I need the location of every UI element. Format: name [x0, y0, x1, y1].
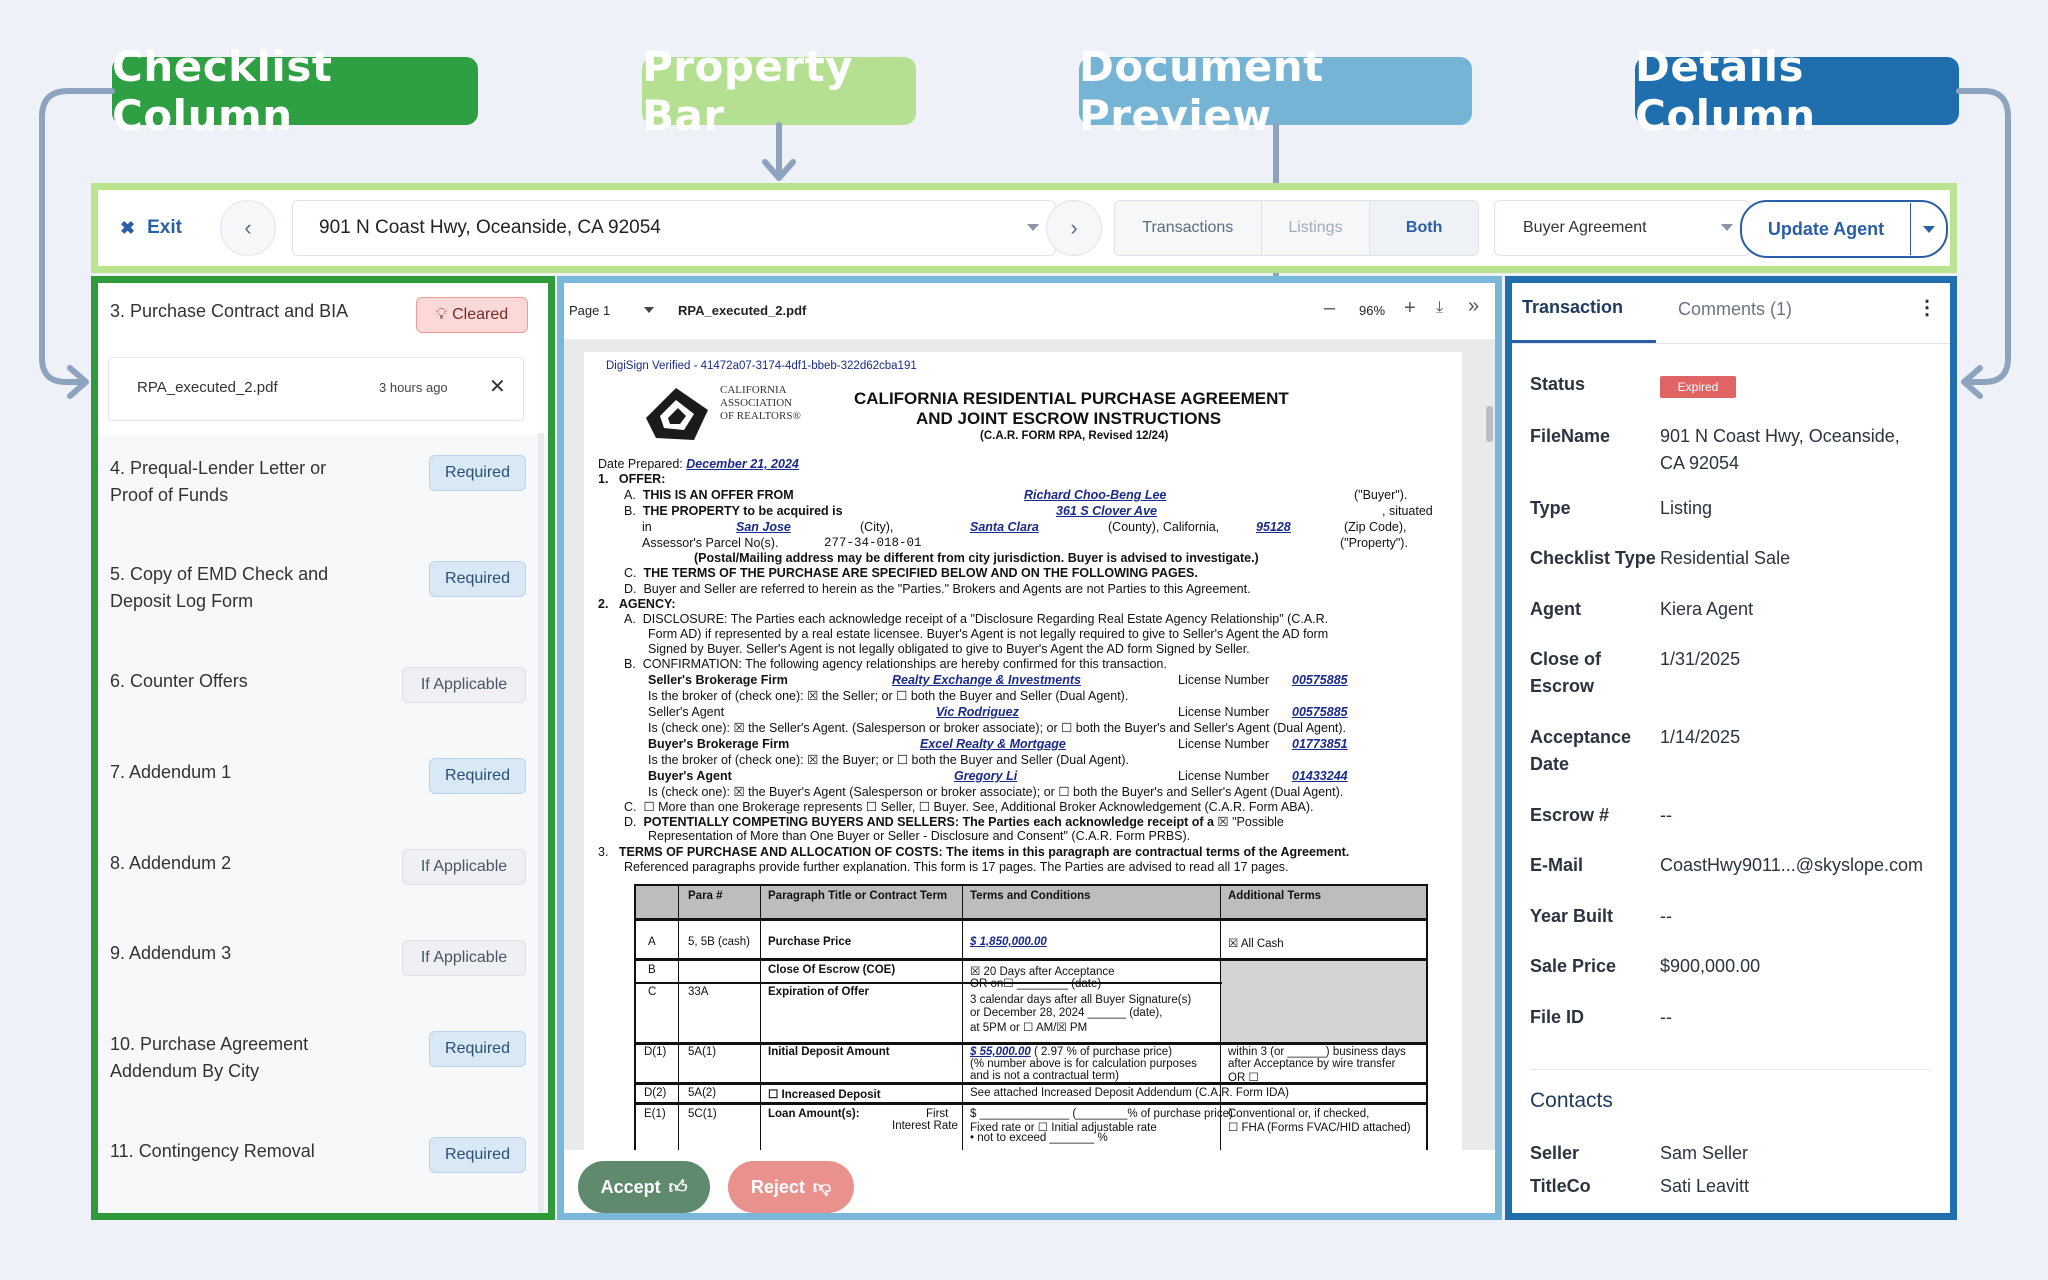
pdf-text: 3. TERMS OF PURCHASE AND ALLOCATION OF COSTS: The items in this paragraph are contractual terms of the Agreement. [598, 845, 1350, 859]
status-badge-label: Cleared [452, 306, 509, 323]
accept-button[interactable] [578, 1161, 710, 1213]
more-options-icon[interactable]: ⋮ [1917, 297, 1937, 319]
pdf-text: License Number [1178, 673, 1270, 687]
pdf-title-1: CALIFORNIA RESIDENTIAL PURCHASE AGREEMENT [854, 389, 1289, 408]
detail-value: 901 N Coast Hwy, Oceanside, CA 92054 [1660, 426, 1900, 473]
status-badge: If Applicable [402, 849, 526, 885]
status-badge: Required [429, 455, 526, 491]
detail-label: Checklist Type [1530, 548, 1656, 568]
checklist-item-title: 5. Copy of EMD Check and Deposit Log Form [110, 564, 329, 611]
zoom-out-icon[interactable]: – [1324, 297, 1336, 319]
pdf-text: Is the broker of (check one): ☒ the Buyer; or ☐ both the Buyer and Seller (Dual Agent). [648, 753, 1130, 767]
expand-icon[interactable]: » [1468, 295, 1480, 317]
agreement-select-value: Buyer Agreement [1523, 219, 1647, 236]
pdf-text: 277-34-018-01 [824, 536, 922, 550]
transaction-type-toggle [1114, 200, 1479, 256]
checklist-column-callout: Checklist Column [112, 57, 478, 125]
pdf-text: 1. OFFER: [598, 472, 666, 486]
table-cell: and is not a contractual term) [970, 1070, 1119, 1082]
status-badge: Expired [1660, 376, 1736, 398]
segment-both[interactable]: Both [1370, 201, 1478, 255]
pdf-text: 2. AGENCY: [598, 597, 676, 611]
contact-value: Sam Seller [1660, 1143, 1749, 1163]
pdf-text: A. DISCLOSURE: The Parties each acknowledge receipt of a "Disclosure Regarding Real Estate Agency Relationship" (C.A.R. [624, 612, 1329, 626]
property-bar-callout: Property Bar [642, 57, 916, 125]
exit-label: Exit [147, 217, 182, 238]
zoom-in-icon[interactable]: + [1404, 297, 1416, 319]
pdf-text: (Zip Code), [1344, 520, 1407, 534]
table-cell: $ 1,850,000.00 [970, 936, 1047, 948]
pdf-title-3: (C.A.R. FORM RPA, Revised 12/24) [980, 430, 1169, 442]
detail-label: Escrow # [1530, 805, 1610, 825]
pdf-text: (City), [860, 520, 894, 534]
remove-file-icon[interactable]: ✕ [489, 376, 506, 398]
chevron-down-icon [1027, 224, 1039, 231]
pdf-text: Excel Realty & Mortgage [920, 737, 1066, 751]
table-cell: E(1) [644, 1108, 666, 1120]
table-cell: D(2) [644, 1087, 667, 1099]
table-cell: OR on☐ ________ (date) [970, 978, 1102, 990]
property-address: 901 N Coast Hwy, Oceanside, CA 92054 [319, 217, 661, 238]
table-cell: 5, 5B (cash) [688, 936, 750, 948]
table-cell: See attached Increased Deposit Addendum (C.A.R. Form IDA) [970, 1087, 1289, 1099]
pdf-text: in [642, 520, 652, 534]
detail-label: Agent [1530, 599, 1581, 619]
segment-listings[interactable]: Listings [1262, 201, 1371, 255]
checklist-item-title: 9. Addendum 3 [110, 943, 232, 963]
detail-value: -- [1660, 1007, 1672, 1027]
pdf-text: Date Prepared: December 21, 2024 [598, 457, 799, 471]
pdf-text: D. POTENTIALLY COMPETING BUYERS AND SELLERS: The Parties each acknowledge receipt of a ☒ "Possible [624, 815, 1284, 829]
status-badge [416, 297, 528, 333]
accept-label: Accept [600, 1176, 661, 1197]
table-header [636, 886, 1426, 921]
status-badge: Required [429, 561, 526, 597]
divider [1910, 203, 1911, 255]
pdf-text: Santa Clara [970, 520, 1039, 534]
table-header-cell: Terms and Conditions [970, 890, 1091, 902]
zoom-level: 96% [1359, 303, 1386, 318]
pdf-text: Referenced paragraphs provide further explanation. This form is 17 pages. The Parties are advised to read all 17 pages. [624, 860, 1289, 874]
status-badge: Required [429, 1031, 526, 1067]
pdf-text: Form AD) if represented by a real estate licensee. Buyer's Agent is not legally required to give to Seller's Agent the AD form [648, 627, 1329, 641]
pdf-text: Gregory Li [954, 769, 1018, 783]
status-badge: Required [429, 1137, 526, 1173]
chevron-left-icon: ‹ [244, 215, 252, 240]
table-cell: ☐ FHA (Forms FVAC/HID attached) [1228, 1122, 1411, 1134]
pdf-text: C. ☐ More than one Brokerage represents ☐ Seller, ☐ Buyer. See, Additional Broker Acknowledgement (C.A.R. Form ABA). [624, 800, 1314, 814]
detail-value: $900,000.00 [1660, 956, 1761, 976]
car-logo-icon [636, 380, 716, 448]
pdf-text: 01773851 [1292, 737, 1348, 751]
thumbs-down-icon: 👎︎ [812, 1177, 832, 1197]
table-header-cell: Additional Terms [1228, 890, 1322, 902]
pdf-text: Assessor's Parcel No(s). [642, 536, 779, 550]
checklist-item-title: 7. Addendum 1 [110, 762, 232, 782]
pdf-text: Realty Exchange & Investments [892, 673, 1081, 687]
status-badge: If Applicable [402, 667, 526, 703]
pdf-text: Is (check one): ☒ the Seller's Agent. (Salesperson or broker associate); or ☐ both the Buyer's and Seller's Agent (Dual Agent). [648, 721, 1347, 735]
table-cell: A [648, 936, 656, 948]
checklist-item-title: 8. Addendum 2 [110, 853, 232, 873]
detail-value: Listing [1660, 498, 1713, 518]
exit-button[interactable] [120, 212, 182, 244]
lightbulb-icon: 💡︎ [435, 306, 448, 323]
details-column [1512, 283, 1950, 1213]
pdf-text: ("Buyer"). [1354, 488, 1408, 502]
pdf-text: Representation of More than One Buyer or Seller - Disclosure and Consent" (C.A.R. Form PRBS). [648, 829, 1191, 843]
contact-label: TitleCo [1530, 1176, 1591, 1196]
pdf-text: D. Buyer and Seller are referred to herein as the "Parties." Brokers and Agents are not Parties to this Agreement. [624, 582, 1251, 596]
detail-label: File ID [1530, 1007, 1585, 1027]
scrollbar[interactable] [1486, 406, 1493, 442]
pdf-text: C. THE TERMS OF THE PURCHASE ARE SPECIFIED BELOW AND ON THE FOLLOWING PAGES. [624, 566, 1198, 580]
table-cell: ☒ All Cash [1228, 938, 1284, 950]
file-name: RPA_executed_2.pdf [137, 379, 278, 396]
pdf-text: 00575885 [1292, 705, 1348, 719]
detail-label: Sale Price [1530, 956, 1617, 976]
status-badge: Required [429, 758, 526, 794]
table-cell: Loan Amount(s): [768, 1108, 860, 1120]
table-cell: First [926, 1108, 949, 1120]
checklist-item-title: 3. Purchase Contract and BIA [110, 301, 349, 321]
pdf-title-2: AND JOINT ESCROW INSTRUCTIONS [916, 409, 1222, 428]
table-cell: 5A(1) [688, 1046, 717, 1058]
page-select[interactable]: Page 1 [569, 303, 611, 318]
table-cell: OR ☐ [1228, 1072, 1259, 1084]
table-cell: 5A(2) [688, 1087, 717, 1099]
table-cell: Interest Rate [892, 1120, 958, 1132]
table-cell: or December 28, 2024 ______ (date), [970, 1007, 1163, 1019]
table-shaded-cell [1221, 958, 1426, 1044]
document-preview-callout: Document Preview [1079, 57, 1472, 125]
table-cell: Initial Deposit Amount [768, 1046, 890, 1058]
logo-text: CALIFORNIA ASSOCIATION OF REALTORS® [720, 384, 801, 422]
table-cell: ☒ 20 Days after Acceptance [970, 966, 1115, 978]
detail-value: 1/31/2025 [1660, 649, 1741, 669]
active-tab-indicator [1512, 340, 1656, 343]
table-cell: $ ______________ (________% of purchase price) [970, 1108, 1233, 1120]
table-cell: within 3 (or ______) business days [1228, 1046, 1406, 1058]
document-canvas [564, 340, 1495, 1150]
pdf-text: ("Property"). [1340, 536, 1408, 550]
close-icon: ✖ [120, 217, 136, 238]
table-cell: Expiration of Offer [768, 986, 869, 998]
detail-value: -- [1660, 906, 1672, 926]
chevron-down-icon[interactable] [1923, 226, 1935, 233]
pdf-text: Signed by Buyer. Seller's Agent is not legally obligated to give to Buyer's Agent the AD form Signed by Seller. [648, 642, 1250, 656]
table-cell: $ 55,000.00 ( 2.97 % of purchase price) [970, 1046, 1173, 1058]
pdf-text: Vic Rodriguez [936, 705, 1019, 719]
attached-file-card[interactable] [108, 357, 524, 421]
table-header-cell: Paragraph Title or Contract Term [768, 890, 948, 902]
reject-button[interactable] [728, 1161, 854, 1213]
checklist-column [98, 283, 548, 1213]
pdf-text: 361 S Clover Ave [1056, 504, 1157, 518]
table-cell: 5C(1) [688, 1108, 717, 1120]
pdf-terms-table [634, 884, 1428, 1150]
details-tabs [1512, 283, 1950, 344]
property-bar [98, 190, 1950, 266]
pdf-text: B. CONFIRMATION: The following agency relationships are hereby confirmed for this transaction. [624, 657, 1167, 671]
segment-transactions[interactable]: Transactions [1115, 201, 1262, 255]
pdf-text: Richard Choo-Beng Lee [1024, 488, 1167, 502]
pdf-text: (County), California, [1108, 520, 1220, 534]
download-icon[interactable]: ⤓ [1436, 299, 1444, 316]
detail-value: 1/14/2025 [1660, 727, 1741, 747]
document-toolbar [564, 283, 1495, 340]
chevron-down-icon[interactable] [644, 307, 654, 313]
pdf-text: Seller's Agent [648, 705, 725, 719]
document-preview [564, 283, 1495, 1213]
table-cell: Purchase Price [768, 936, 852, 948]
table-header-cell: Para # [688, 890, 723, 902]
details-column-callout: Details Column [1635, 57, 1959, 125]
pdf-text: 00575885 [1292, 673, 1348, 687]
detail-value: Residential Sale [1660, 548, 1791, 568]
pdf-text: A. THIS IS AN OFFER FROM [624, 488, 794, 502]
contact-value: Sati Leavitt [1660, 1176, 1750, 1196]
table-cell: 33A [688, 986, 709, 998]
table-cell: Conventional or, if checked, [1228, 1108, 1370, 1120]
agreement-select[interactable] [1494, 200, 1750, 256]
detail-label: Close of Escrow [1530, 649, 1602, 696]
detail-label: Status [1530, 374, 1586, 394]
scrollbar[interactable] [538, 433, 544, 1213]
chevron-down-icon [1721, 224, 1733, 231]
next-property-button[interactable] [1046, 200, 1102, 256]
pdf-text: , situated [1382, 504, 1433, 518]
checklist-item-title: 6. Counter Offers [110, 671, 248, 691]
file-time: 3 hours ago [379, 380, 448, 395]
contact-label: Seller [1530, 1143, 1580, 1163]
contacts-heading: Contacts [1530, 1089, 1613, 1112]
digisign-line: DigiSign Verified - 41472a07-3174-4df1-bbeb-322d62cba191 [606, 360, 917, 372]
table-cell: (% number above is for calculation purposes [970, 1058, 1197, 1070]
table-cell: 3 calendar days after all Buyer Signature(s) [970, 994, 1192, 1006]
table-cell: after Acceptance by wire transfer [1228, 1058, 1396, 1070]
detail-value: -- [1660, 805, 1672, 825]
table-cell: D(1) [644, 1046, 667, 1058]
pdf-text: Is (check one): ☒ the Buyer's Agent (Salesperson or broker associate); or ☐ both the Buyer's and Seller's Agent (Dual Agent). [648, 785, 1344, 799]
pdf-text: San Jose [736, 520, 791, 534]
pdf-text: Buyer's Agent [648, 769, 732, 783]
checklist-item[interactable] [98, 283, 548, 435]
table-cell: ☐ Increased Deposit [768, 1089, 881, 1101]
pdf-text: (Postal/Mailing address may be different from city jurisdiction. Buyer is advised to investigate.) [694, 551, 1259, 565]
property-address-select[interactable] [292, 200, 1056, 256]
checklist-item-title: 10. Purchase Agreement Addendum By City [110, 1034, 309, 1081]
chevron-right-icon: › [1070, 215, 1078, 240]
detail-label: FileName [1530, 426, 1611, 446]
thumbs-up-icon: 👍︎ [668, 1177, 688, 1197]
detail-label: Type [1530, 498, 1571, 518]
pdf-text: Buyer's Brokerage Firm [648, 737, 790, 751]
checklist-item-title: 4. Prequal-Lender Letter or Proof of Funds [110, 458, 327, 505]
status-badge: If Applicable [402, 940, 526, 976]
detail-label: Acceptance Date [1530, 727, 1632, 774]
detail-label: Year Built [1530, 906, 1614, 926]
table-cell: Fixed rate or ☐ Initial adjustable rate [970, 1122, 1157, 1134]
table-cell: B [648, 964, 656, 976]
checklist-item-title: 11. Contingency Removal [110, 1141, 315, 1161]
pdf-page [584, 352, 1462, 1150]
update-agent-label: Update Agent [1767, 218, 1885, 239]
pdf-text: 95128 [1256, 520, 1291, 534]
detail-value[interactable]: CoastHwy9011...@skyslope.com [1660, 855, 1924, 875]
document-file-name: RPA_executed_2.pdf [678, 303, 807, 318]
divider [1530, 1069, 1930, 1070]
pdf-text: License Number [1178, 769, 1270, 783]
table-cell: • not to exceed _______ % [970, 1132, 1108, 1144]
table-cell: C [648, 986, 657, 998]
update-agent-button[interactable] [1740, 200, 1948, 258]
previous-property-button[interactable] [220, 200, 276, 256]
reject-label: Reject [750, 1176, 805, 1197]
pdf-text: Seller's Brokerage Firm [648, 673, 788, 687]
pdf-text: License Number [1178, 705, 1270, 719]
pdf-text: 01433244 [1292, 769, 1348, 783]
pdf-text: B. THE PROPERTY to be acquired is [624, 504, 843, 518]
detail-value: Kiera Agent [1660, 599, 1754, 619]
tab-transaction[interactable]: Transaction [1522, 297, 1624, 317]
pdf-text: License Number [1178, 737, 1270, 751]
table-cell: at 5PM or ☐ AM/☒ PM [970, 1022, 1088, 1034]
tab-comments[interactable]: Comments (1) [1678, 299, 1793, 319]
pdf-text: Is the broker of (check one): ☒ the Seller; or ☐ both the Buyer and Seller (Dual Agent). [648, 689, 1129, 703]
table-cell: Close Of Escrow (COE) [768, 964, 896, 976]
detail-label: E-Mail [1530, 855, 1584, 875]
